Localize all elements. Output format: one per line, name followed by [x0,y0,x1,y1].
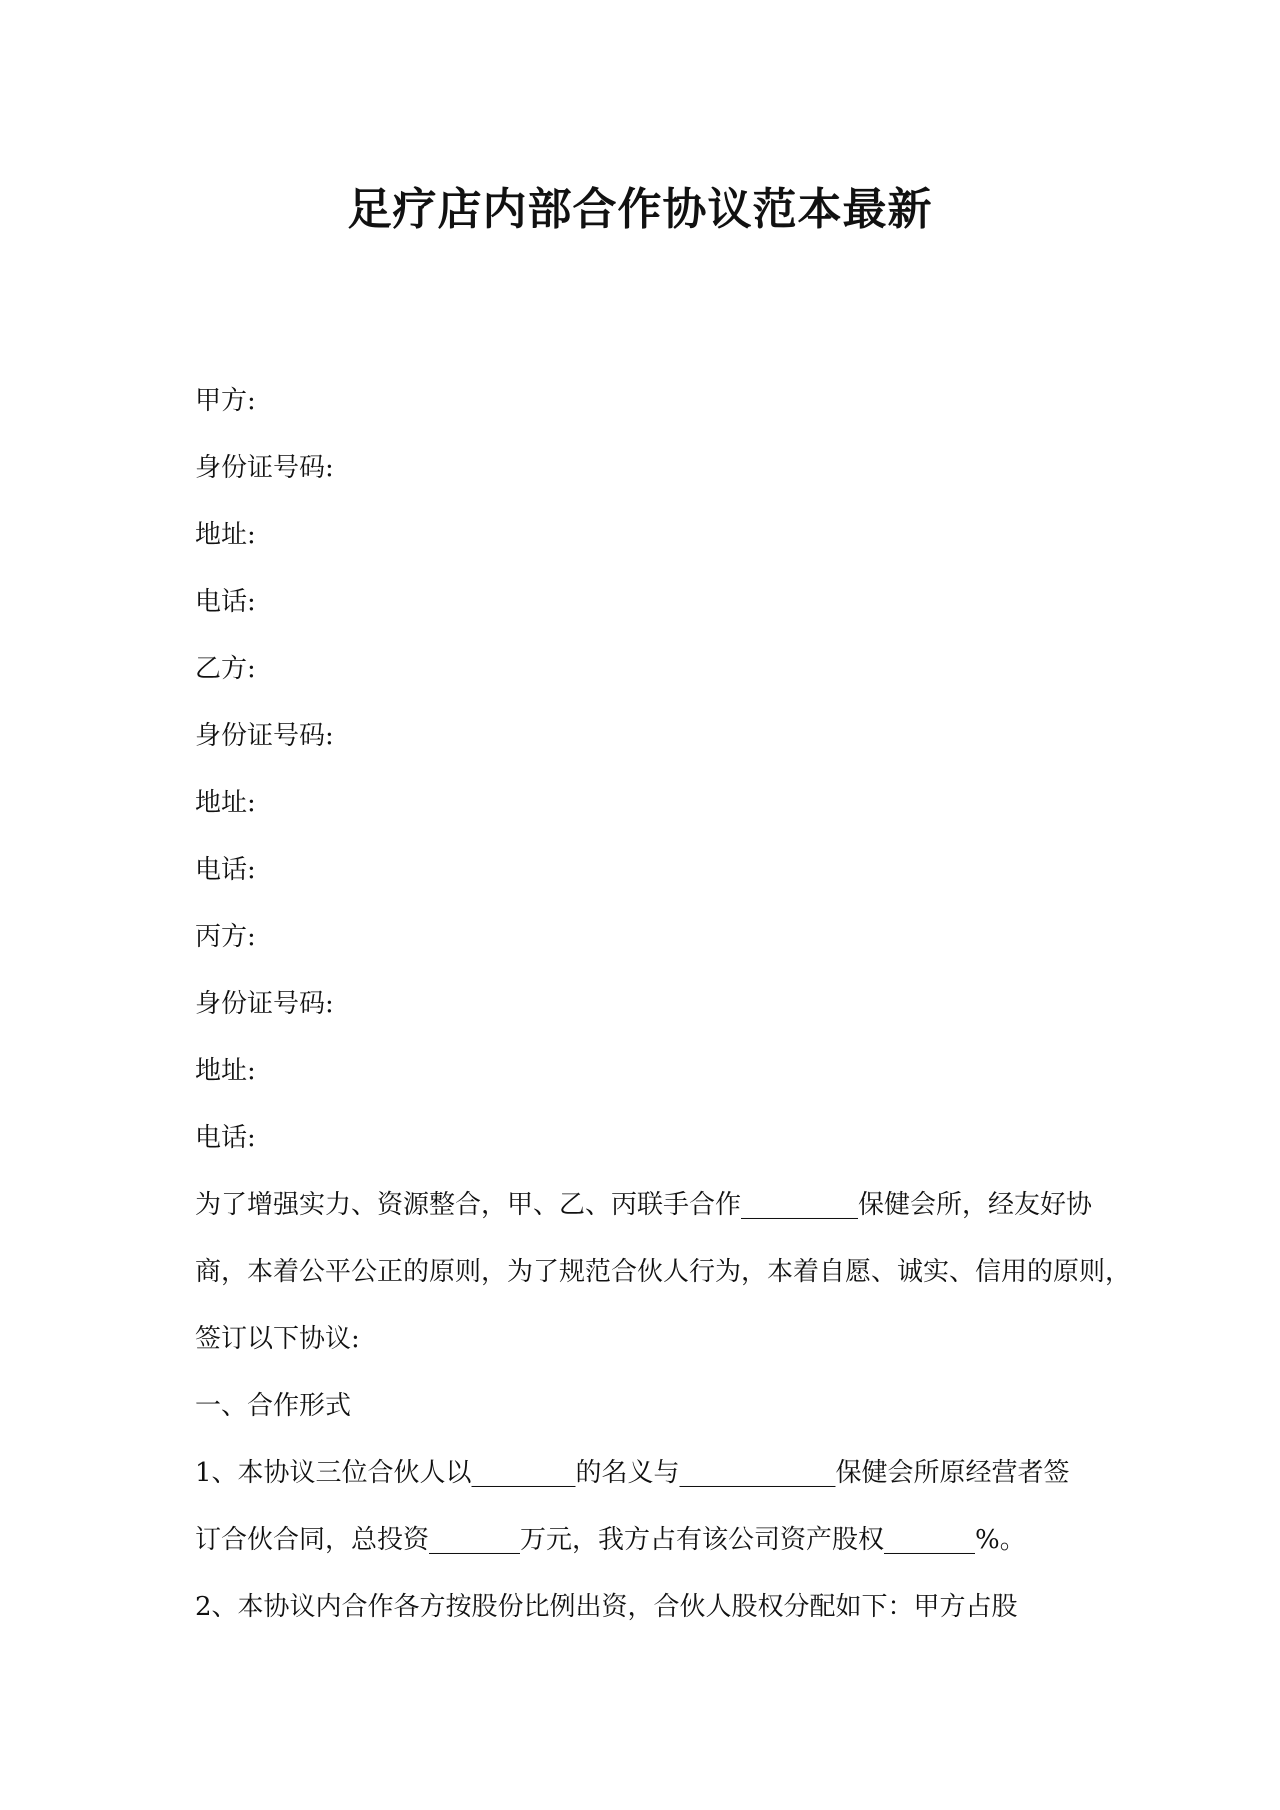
party-b-id-label: 身份证号码: [195,721,334,751]
party-b-phone-label: 电话: [195,855,256,885]
section-1-heading: 一、合作形式 [195,1391,352,1421]
clause-1-line: 订合伙合同，总投资_______万元，我方占有该公司资产股权_______%。 [195,1525,1026,1555]
party-b-address-label: 地址: [195,788,256,818]
party-a-id-label: 身份证号码: [195,453,334,483]
clause-1-line: 1、本协议三位合伙人以________的名义与____________保健会所原经营者签 [195,1458,1070,1488]
intro-paragraph-line: 签订以下协议: [195,1324,360,1354]
document-body [195,368,1132,1641]
party-c-id-label: 身份证号码: [195,989,334,1019]
party-c-address-label: 地址: [195,1056,256,1086]
intro-paragraph-line: 为了增强实力、资源整合，甲、乙、丙联手合作_________保健会所，经友好协 [195,1190,1093,1220]
party-a-label: 甲方: [195,386,256,416]
intro-paragraph-line: 商，本着公平公正的原则，为了规范合伙人行为，本着自愿、诚实、信用的原则， [195,1257,1132,1287]
party-c-label: 丙方: [195,922,256,952]
party-a-phone-label: 电话: [195,587,256,617]
clause-2-line: 2、本协议内合作各方按股份比例出资，合伙人股权分配如下：甲方占股 [195,1592,1018,1622]
document-title: 足疗店内部合作协议范本最新 [347,184,933,235]
party-a-address-label: 地址: [195,520,256,550]
party-b-label: 乙方: [195,654,256,684]
party-c-phone-label: 电话: [195,1123,256,1153]
